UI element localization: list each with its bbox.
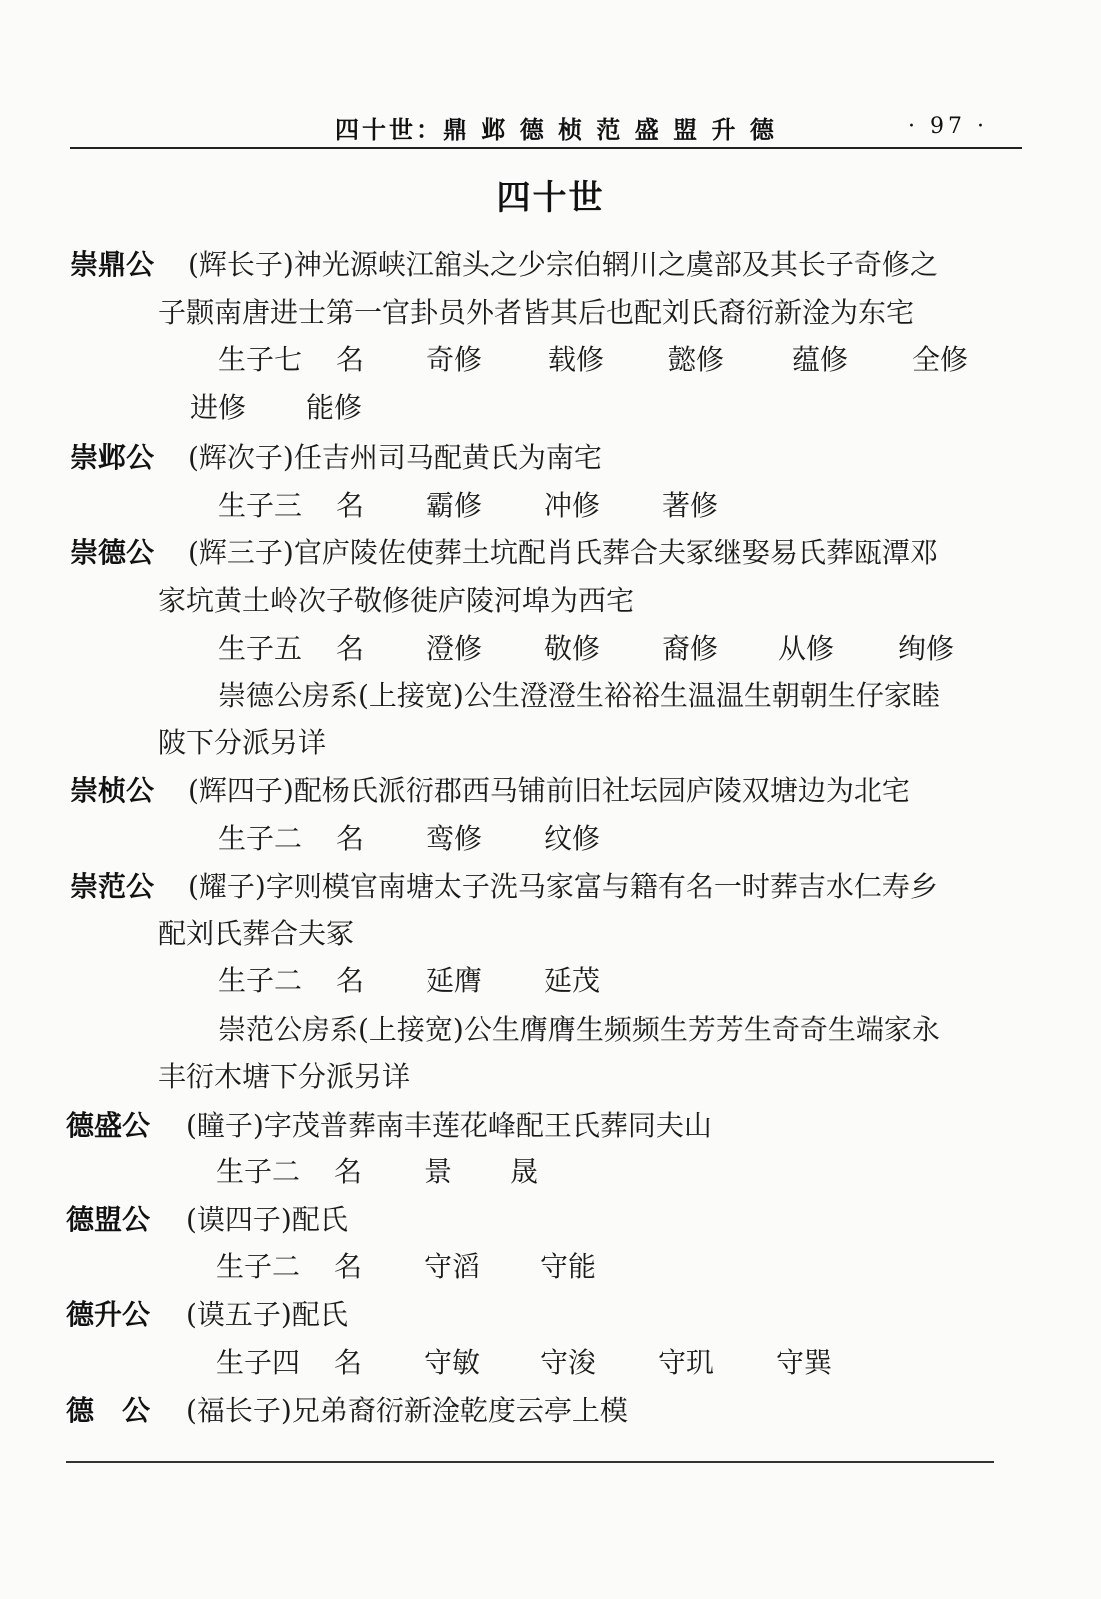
sons-row: [0, 1155, 1101, 1189]
entry-text-line: (辉长子)神光源峡江舘头之少宗伯辋川之虞部及其长子奇修之: [188, 248, 938, 281]
entry-text-line: (谟五子)配氏: [186, 1298, 348, 1331]
entry-name: 崇邺公: [70, 441, 155, 474]
sons-count: 生子三: [218, 489, 303, 522]
entry-name: 崇桢公: [70, 774, 155, 807]
entry-text-line: 配刘氏葬合夫冢: [158, 917, 355, 950]
entry-text-line: (瞳子)字茂普葬南丰莲花峰配王氏葬同夫山: [186, 1109, 712, 1142]
entry-name: 德 公: [66, 1394, 151, 1427]
sons-row: [0, 1250, 1101, 1284]
son-name: 奇修: [426, 343, 483, 376]
sons-name-label: 名: [334, 1155, 363, 1188]
entry-name: 崇德公: [70, 536, 155, 569]
sons-name-label: 名: [336, 632, 365, 665]
son-name: 著修: [662, 489, 719, 522]
entry-name: 德升公: [66, 1298, 151, 1331]
sons-count: 生子二: [216, 1155, 301, 1188]
son-name: 进修: [190, 391, 247, 424]
entry-text-line: (辉次子)任吉州司马配黄氏为南宅: [188, 441, 602, 474]
son-name: 守滔: [424, 1250, 481, 1283]
son-name: 蕴修: [792, 343, 849, 376]
son-name: 纹修: [544, 822, 601, 855]
chapter-title: 四十世: [496, 178, 605, 218]
entry-text-line: 家坑黄土岭次子敬修徙庐陵河埠为西宅: [158, 584, 635, 617]
entry-name: 崇鼎公: [70, 248, 155, 281]
son-name: 守能: [540, 1250, 597, 1283]
lineage-note: 丰衍木塘下分派另详: [158, 1060, 411, 1093]
entry-text-line: (辉四子)配杨氏派衍郡西马铺前旧社坛园庐陵双塘边为北宅: [188, 774, 910, 807]
entry-name: 德盟公: [66, 1203, 151, 1236]
son-name: 晟: [510, 1155, 539, 1188]
son-name: 从修: [778, 632, 835, 665]
son-name: 延膺: [426, 964, 483, 997]
sons-row: [0, 343, 1101, 377]
entry-text-line: (耀子)字则模官南塘太子洗马家富与籍有名一时葬吉水仁寿乡: [188, 870, 938, 903]
son-name: 能修: [306, 391, 363, 424]
son-name: 绚修: [898, 632, 955, 665]
sons-count: 生子二: [218, 822, 303, 855]
sons-name-label: 名: [336, 343, 365, 376]
son-name: 全修: [912, 343, 969, 376]
son-name: 敬修: [544, 632, 601, 665]
sons-row: [0, 391, 1101, 425]
entry-text-line: (辉三子)官庐陵佐使葬土坑配肖氏葬合夫冢继娶易氏葬瓯潭邓: [188, 536, 938, 569]
son-name: 延茂: [544, 964, 601, 997]
header-rule: [70, 147, 1022, 149]
son-name: 载修: [548, 343, 605, 376]
footer-rule: [66, 1461, 994, 1463]
sons-count: 生子二: [216, 1250, 301, 1283]
sons-row: [0, 489, 1101, 523]
son-name: 澄修: [426, 632, 483, 665]
sons-row: [0, 964, 1101, 998]
lineage-note: 崇范公房系(上接宽)公生膺膺生频频生芳芳生奇奇生端家永: [218, 1013, 940, 1046]
entry-text-line: 子颢南唐进士第一官卦员外者皆其后也配刘氏裔衍新淦为东宅: [158, 296, 915, 329]
entry-text-line: (福长子)兄弟裔衍新淦乾度云亭上模: [186, 1394, 628, 1427]
sons-count: 生子四: [216, 1346, 301, 1379]
son-name: 裔修: [662, 632, 719, 665]
sons-row: [0, 822, 1101, 856]
sons-count: 生子七: [218, 343, 303, 376]
son-name: 守浚: [540, 1346, 597, 1379]
son-name: 懿修: [668, 343, 725, 376]
entry-name: 崇范公: [70, 870, 155, 903]
son-name: 守敏: [424, 1346, 481, 1379]
sons-count: 生子五: [218, 632, 303, 665]
son-name: 霸修: [426, 489, 483, 522]
running-head: 四十世：鼎 邺 德 桢 范 盛 盟 升 德: [335, 116, 777, 144]
sons-name-label: 名: [336, 489, 365, 522]
son-name: 守玑: [658, 1346, 715, 1379]
sons-name-label: 名: [334, 1346, 363, 1379]
sons-count: 生子二: [218, 964, 303, 997]
sons-row: [0, 632, 1101, 666]
sons-name-label: 名: [334, 1250, 363, 1283]
sons-name-label: 名: [336, 964, 365, 997]
lineage-note: 崇德公房系(上接宽)公生澄澄生裕裕生温温生朝朝生仔家睦: [218, 679, 940, 712]
son-name: 守巽: [776, 1346, 833, 1379]
son-name: 鸾修: [426, 822, 483, 855]
son-name: 景: [424, 1155, 453, 1188]
sons-row: [0, 1346, 1101, 1380]
son-name: 冲修: [544, 489, 601, 522]
page-number: · 97 ·: [908, 114, 988, 139]
entry-text-line: (谟四子)配氏: [186, 1203, 348, 1236]
entry-name: 德盛公: [66, 1109, 151, 1142]
lineage-note: 陂下分派另详: [158, 726, 327, 759]
sons-name-label: 名: [336, 822, 365, 855]
